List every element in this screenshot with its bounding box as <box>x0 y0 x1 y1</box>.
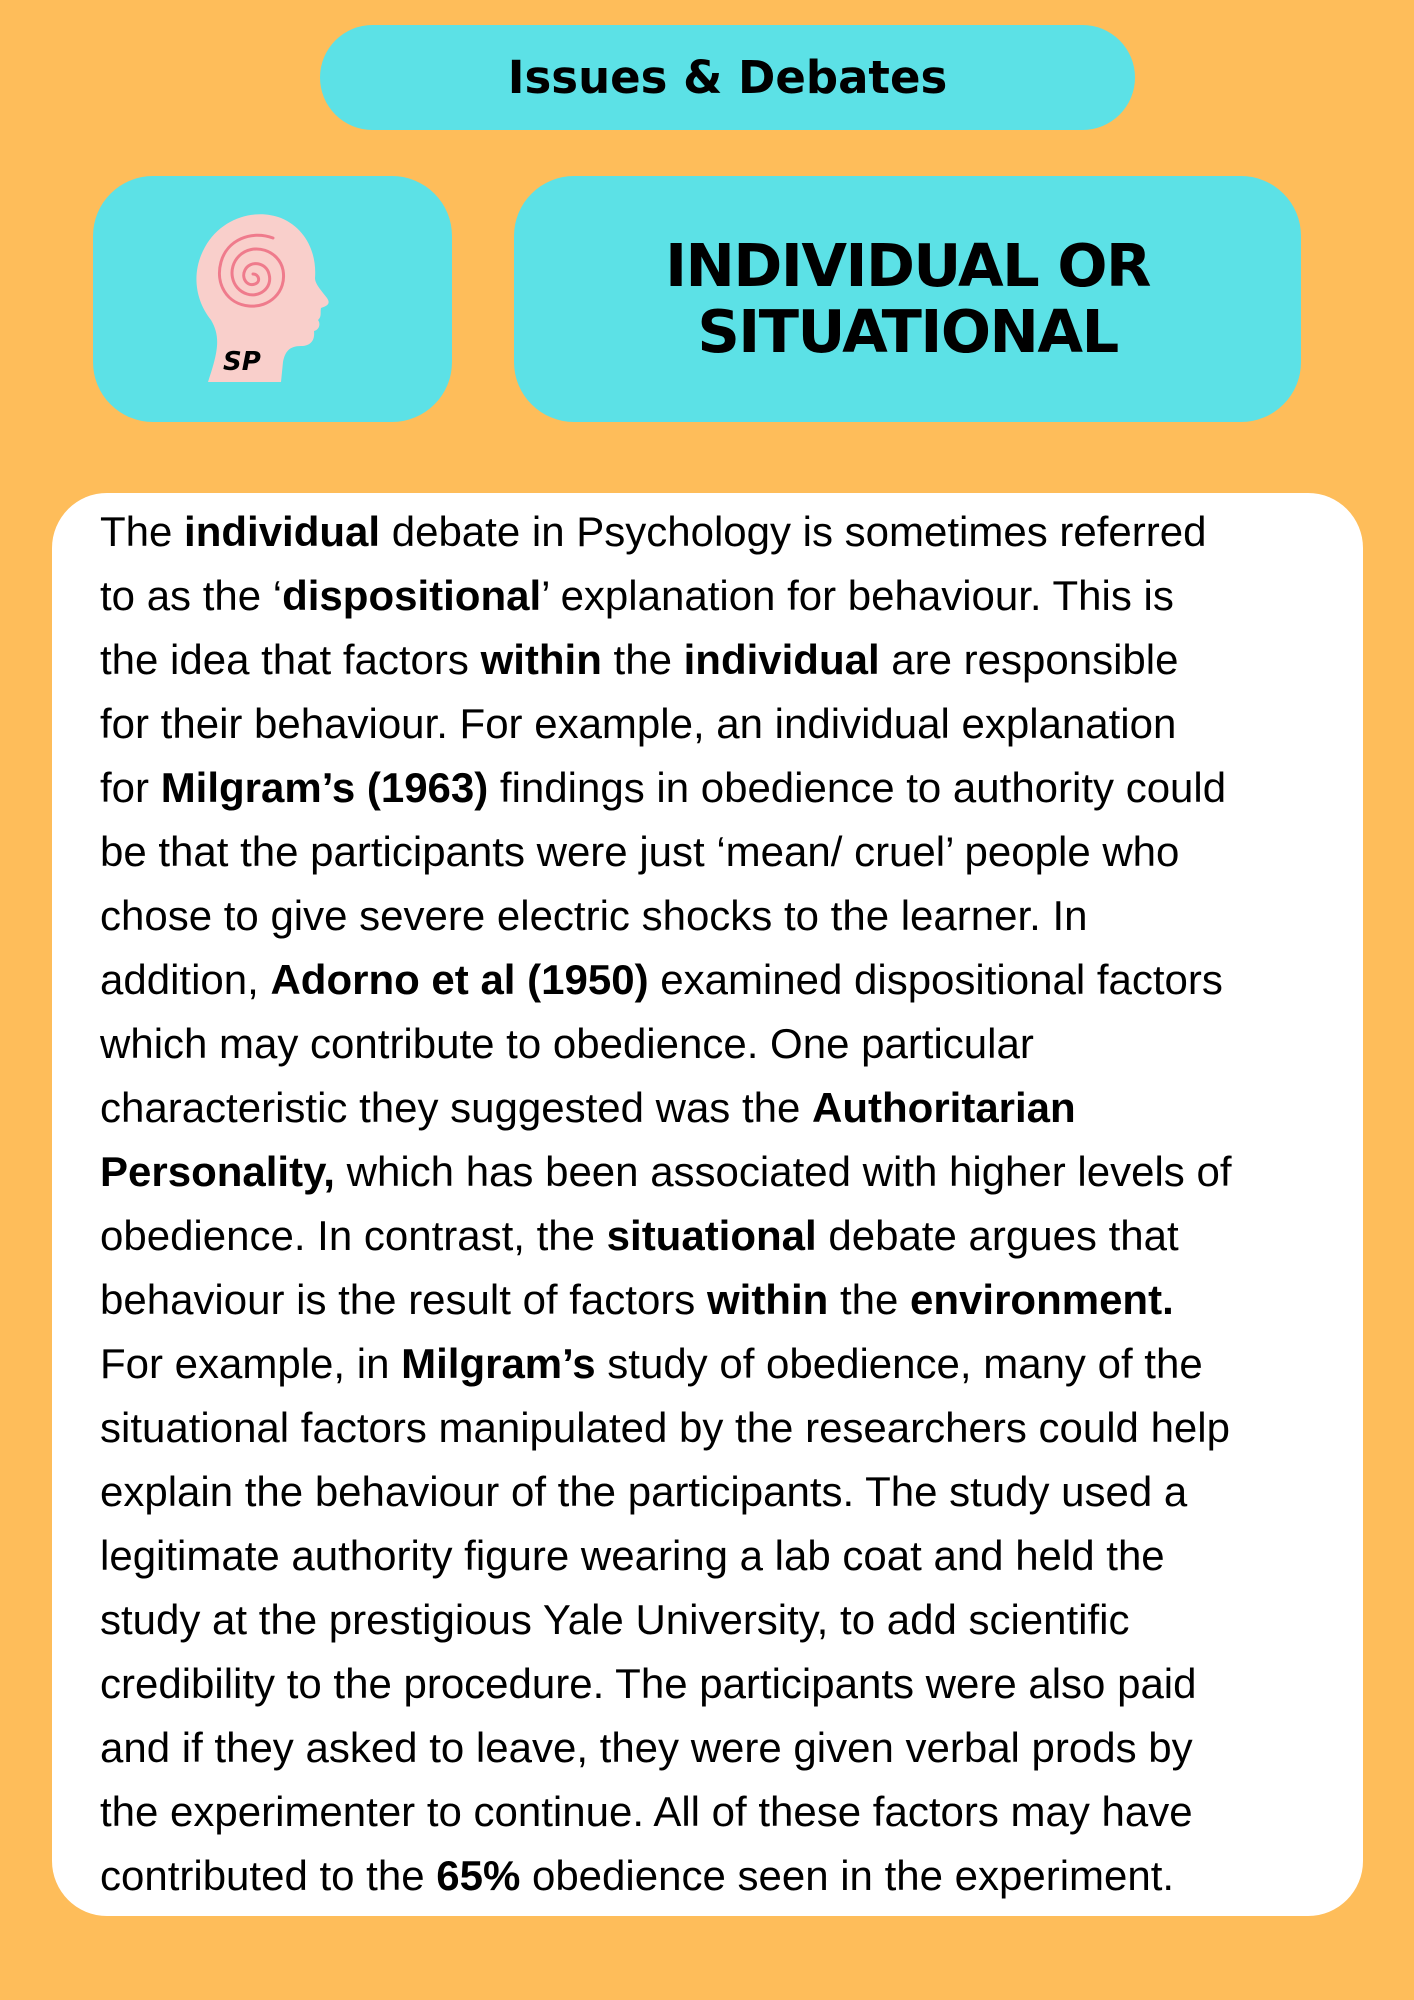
text-line <box>100 1716 1360 1780</box>
text-line <box>100 884 1360 948</box>
text-run: situational factors manipulated by the researchers could help <box>100 1404 1230 1451</box>
text-run: debate in Psychology is sometimes referred <box>380 508 1207 555</box>
text-run: study of obedience, many of the <box>595 1340 1203 1387</box>
text-run: and if they asked to leave, they were given verbal prods by <box>100 1724 1193 1771</box>
bold-term: individual <box>184 508 381 555</box>
text-line <box>100 628 1360 692</box>
text-line <box>100 1524 1360 1588</box>
text-run: For example, in <box>100 1340 402 1387</box>
text-line <box>100 948 1360 1012</box>
text-run: findings in obedience to authority could <box>488 764 1227 811</box>
text-line <box>100 1140 1360 1204</box>
text-run: examined dispositional factors <box>648 956 1223 1003</box>
text-run: explain the behaviour of the participants. The study used a <box>100 1468 1188 1515</box>
bold-term: Adorno et al (1950) <box>270 956 649 1003</box>
text-run: chose to give severe electric shocks to the learner. In <box>100 892 1088 939</box>
bold-term: Personality, <box>100 1148 335 1195</box>
head-spiral-icon <box>193 212 343 392</box>
logo-panel <box>93 176 452 422</box>
text-line <box>100 1012 1360 1076</box>
subject-banner <box>320 25 1135 130</box>
text-line <box>100 1460 1360 1524</box>
text-run: behaviour is the result of factors <box>100 1276 707 1323</box>
bold-term: 65% <box>436 1852 521 1899</box>
bold-term: dispositional <box>282 572 542 619</box>
text-line <box>100 1652 1360 1716</box>
text-run: the experimenter to continue. All of these factors may have <box>100 1788 1193 1835</box>
text-line <box>100 1588 1360 1652</box>
text-run: credibility to the procedure. The participants were also paid <box>100 1660 1197 1707</box>
text-run: for <box>100 764 161 811</box>
bold-term: individual <box>683 636 880 683</box>
text-run: The <box>100 508 185 555</box>
text-run: the idea that factors <box>100 636 481 683</box>
text-run: obedience seen in the experiment. <box>520 1852 1175 1899</box>
subject-title: Issues & Debates <box>507 51 948 104</box>
text-line <box>100 1076 1360 1140</box>
text-line <box>100 1396 1360 1460</box>
text-run: the <box>828 1276 911 1323</box>
text-run: obedience. In contrast, the <box>100 1212 607 1259</box>
text-run: ’ explanation for behaviour. This is <box>541 572 1174 619</box>
text-run: which has been associated with higher levels of <box>334 1148 1232 1195</box>
title-line-1: INDIVIDUAL OR <box>665 231 1150 300</box>
bold-term: Authoritarian <box>812 1084 1076 1131</box>
text-line <box>100 1332 1360 1396</box>
text-run: debate argues that <box>816 1212 1179 1259</box>
text-line <box>100 1844 1360 1908</box>
text-line <box>100 564 1360 628</box>
text-line <box>100 1268 1360 1332</box>
text-line <box>100 692 1360 756</box>
text-line <box>100 1780 1360 1844</box>
head-silhouette <box>196 214 328 382</box>
title-panel <box>514 176 1301 422</box>
text-line <box>100 1204 1360 1268</box>
text-run: for their behaviour. For example, an individual explanation <box>100 700 1177 747</box>
bold-term: within <box>480 636 602 683</box>
text-run: characteristic they suggested was the <box>100 1084 813 1131</box>
title-line-2: SITUATIONAL <box>697 297 1118 366</box>
text-run: which may contribute to obedience. One particular <box>100 1020 1034 1067</box>
text-run: study at the prestigious Yale University, to add scientific <box>100 1596 1130 1643</box>
text-line <box>100 820 1360 884</box>
body-paragraph <box>100 500 1360 1908</box>
text-run: contributed to the <box>100 1852 437 1899</box>
text-line <box>100 500 1360 564</box>
logo-initials: SP <box>223 347 261 377</box>
bold-term: environment. <box>910 1276 1174 1323</box>
text-run: are responsible <box>879 636 1179 683</box>
text-line <box>100 756 1360 820</box>
bold-term: situational <box>606 1212 817 1259</box>
bold-term: Milgram’s <box>401 1340 596 1387</box>
bold-term: within <box>706 1276 829 1323</box>
text-run: addition, <box>100 956 271 1003</box>
text-run: the <box>601 636 684 683</box>
text-run: be that the participants were just ‘mean/ cruel’ people who <box>100 828 1180 875</box>
bold-term: Milgram’s (1963) <box>160 764 489 811</box>
text-run: legitimate authority figure wearing a lab coat and held the <box>100 1532 1165 1579</box>
text-run: to as the ‘ <box>100 572 283 619</box>
